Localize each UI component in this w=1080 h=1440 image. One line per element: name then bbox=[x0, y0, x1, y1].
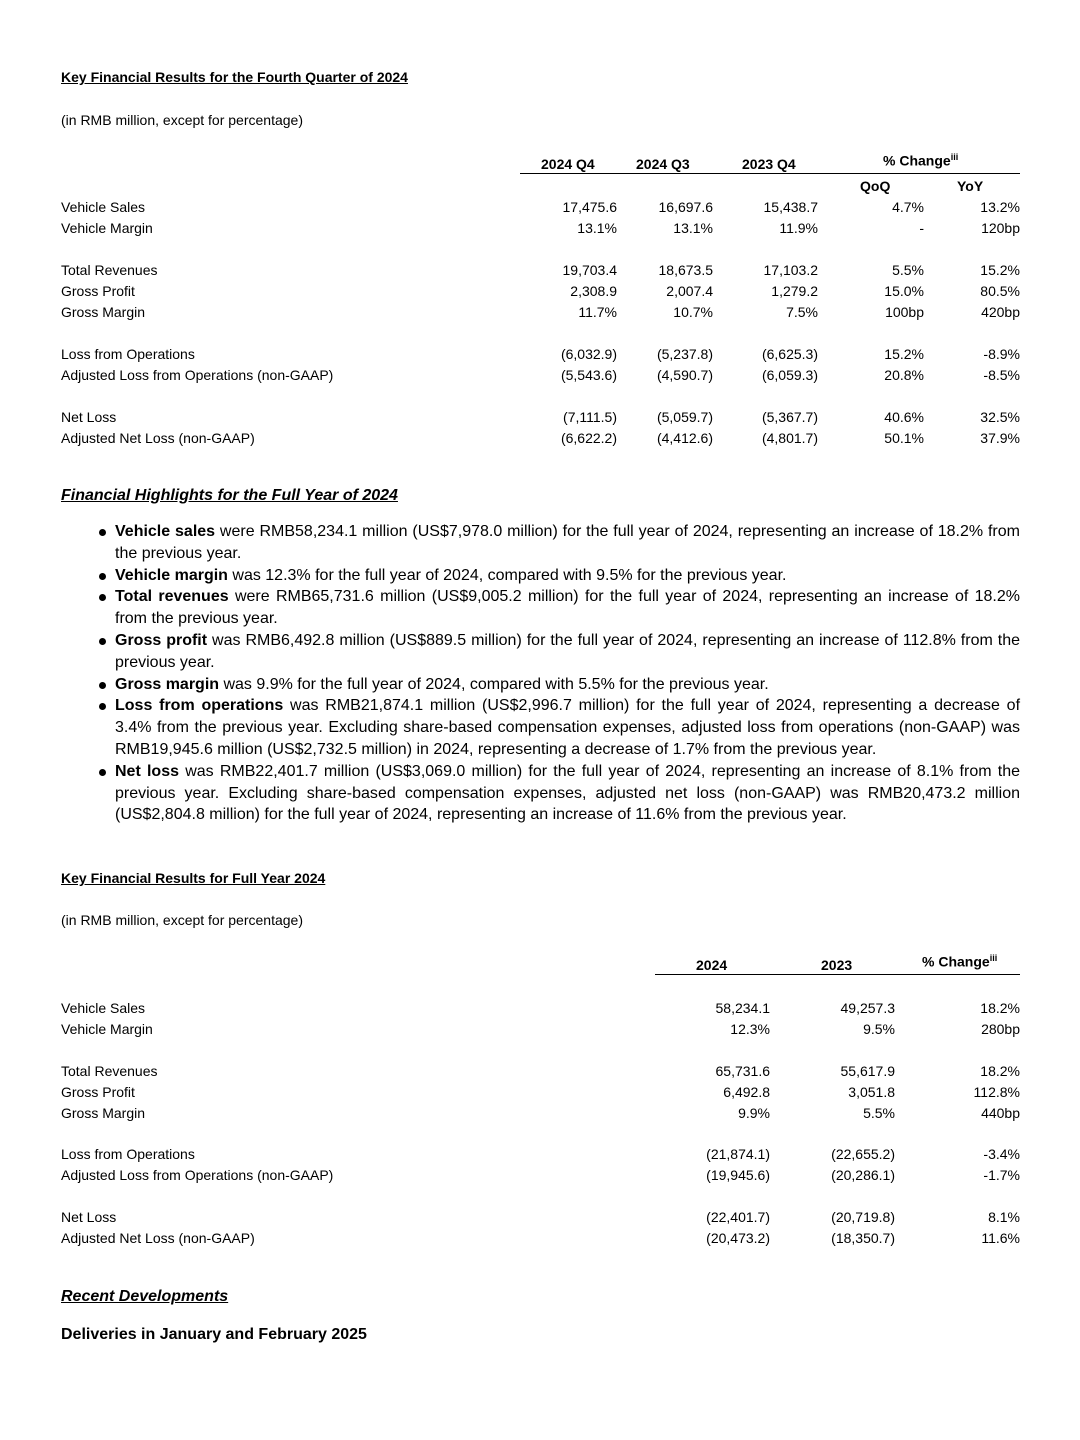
q4-cell-2023q4: 17,103.2 bbox=[763, 262, 818, 278]
q4-row-label: Total Revenues bbox=[61, 262, 158, 278]
q4-col-header-2023q4: 2023 Q4 bbox=[742, 156, 796, 172]
fy-cell-2024: 65,731.6 bbox=[715, 1063, 770, 1079]
highlight-item-text: was RMB22,401.7 million (US$3,069.0 million) for the full year of 2024, representing an increase of 8.1% from the previous year. Excluding share-based compensation expenses, adjusted net loss (non-GAAP) was RMB20,473.2 million (US$2,804.8 million) for the full year of 2024, representing an increase of 11.6% from the previous year. bbox=[115, 762, 1020, 824]
fy-cell-2024: 9.9% bbox=[738, 1105, 770, 1121]
highlight-item-text: was RMB21,874.1 million (US$2,996.7 million) for the full year of 2024, representing a decrease of 3.4% from the previous year. Excluding share-based compensation expenses, adjusted loss from operations (non-GAAP) was RMB19,945.6 million (US$2,732.5 million) in 2024, representing a decrease of 1.7% from the previous year. bbox=[115, 697, 1021, 758]
highlight-item-text: were RMB65,731.6 million (US$9,005.2 million) for the full year of 2024, representing an increase of 18.2% from the previous year. bbox=[115, 588, 1020, 628]
q4-row-label: Loss from Operations bbox=[61, 346, 195, 362]
q4-cell-2024q4: 17,475.6 bbox=[562, 199, 617, 215]
highlight-item bbox=[97, 586, 1020, 630]
highlight-item bbox=[97, 630, 1020, 674]
fy-cell-change: -1.7% bbox=[983, 1167, 1020, 1183]
q4-cell-2024q4: 13.1% bbox=[577, 220, 617, 236]
highlight-item-text: was RMB6,492.8 million (US$889.5 million) for the full year of 2024, representing an increase of 112.8% from the previous year. bbox=[115, 631, 1021, 671]
highlight-item bbox=[97, 565, 1020, 587]
highlight-item-text: was 12.3% for the full year of 2024, compared with 9.5% for the previous year. bbox=[227, 566, 787, 584]
q4-cell-2024q3: 2,007.4 bbox=[666, 283, 713, 299]
q4-cell-2023q4: 15,438.7 bbox=[763, 199, 818, 215]
highlight-item-term: Loss from operations bbox=[115, 697, 284, 715]
q4-cell-qoq: 15.0% bbox=[884, 283, 924, 299]
q4-cell-2023q4: (6,625.3) bbox=[761, 346, 818, 362]
fy-col-header-2024: 2024 bbox=[696, 957, 728, 973]
highlight-item-term: Gross profit bbox=[115, 631, 208, 649]
fy-unit-note: (in RMB million, except for percentage) bbox=[61, 912, 303, 928]
fy-cell-2023: 3,051.8 bbox=[848, 1084, 895, 1100]
q4-change-header: % Change$^{iii}$ bbox=[883, 152, 959, 169]
fy-cell-change: 18.2% bbox=[980, 1000, 1020, 1016]
recent-developments-heading: Recent Developments bbox=[61, 1288, 229, 1305]
q4-cell-2023q4: (5,367.7) bbox=[761, 409, 818, 425]
fy-row-label: Adjusted Net Loss (non-GAAP) bbox=[61, 1230, 255, 1246]
q4-row-label: Net Loss bbox=[61, 409, 117, 425]
q4-cell-2024q3: 18,673.5 bbox=[658, 262, 713, 278]
q4-cell-2023q4: 1,279.2 bbox=[771, 283, 818, 299]
fy-row-label: Loss from Operations bbox=[61, 1146, 195, 1162]
q4-row-label: Gross Profit bbox=[61, 283, 135, 299]
q4-cell-qoq: 100bp bbox=[885, 304, 924, 320]
q4-col-header-2024q3: 2024 Q3 bbox=[636, 156, 690, 172]
fy-cell-2023: (20,719.8) bbox=[831, 1209, 895, 1225]
fy-cell-2023: (20,286.1) bbox=[831, 1167, 895, 1183]
q4-cell-qoq: 15.2% bbox=[884, 346, 924, 362]
q4-cell-2023q4: (4,801.7) bbox=[761, 430, 818, 446]
fy-cell-2023: 5.5% bbox=[863, 1105, 895, 1121]
highlight-item-text: was 9.9% for the full year of 2024, compared with 5.5% for the previous year. bbox=[219, 675, 769, 693]
fy-row-label: Gross Profit bbox=[61, 1084, 135, 1100]
q4-cell-2024q4: (7,111.5) bbox=[563, 409, 617, 425]
highlight-item bbox=[97, 761, 1020, 826]
highlight-item-term: Net loss bbox=[115, 762, 180, 780]
fy-row-label: Vehicle Margin bbox=[61, 1021, 153, 1037]
q4-cell-qoq: 20.8% bbox=[884, 367, 924, 383]
fy-cell-change: -3.4% bbox=[983, 1146, 1020, 1162]
highlights-heading: Financial Highlights for the Full Year of 2024 bbox=[61, 487, 398, 504]
q4-table-title: Key Financial Results for the Fourth Quarter of 2024 bbox=[61, 69, 408, 85]
q4-row-label: Gross Margin bbox=[61, 304, 146, 320]
q4-cell-2024q4: (6,032.9) bbox=[560, 346, 617, 362]
q4-cell-2023q4: (6,059.3) bbox=[761, 367, 818, 383]
q4-row-label: Adjusted Net Loss (non-GAAP) bbox=[61, 430, 255, 446]
q4-cell-2024q3: (4,412.6) bbox=[656, 430, 713, 446]
highlights-list bbox=[97, 521, 1020, 826]
fy-row-label: Adjusted Loss from Operations (non-GAAP) bbox=[61, 1167, 334, 1183]
highlight-item-term: Total revenues bbox=[115, 588, 229, 606]
q4-cell-qoq: 4.7% bbox=[892, 199, 924, 215]
fy-row-label: Vehicle Sales bbox=[61, 1000, 146, 1016]
fy-cell-2023: 55,617.9 bbox=[840, 1063, 895, 1079]
q4-cell-2024q3: 13.1% bbox=[673, 220, 713, 236]
q4-cell-qoq: 40.6% bbox=[884, 409, 924, 425]
q4-cell-yoy: 420bp bbox=[981, 304, 1020, 320]
fy-table-title: Key Financial Results for Full Year 2024 bbox=[61, 870, 326, 886]
bullet-dot-icon bbox=[99, 529, 106, 536]
q4-subheader-yoy: YoY bbox=[957, 178, 984, 194]
highlight-item-term: Vehicle margin bbox=[115, 566, 228, 584]
fy-cell-2023: (22,655.2) bbox=[831, 1146, 895, 1162]
q4-cell-yoy: 15.2% bbox=[980, 262, 1020, 278]
highlight-item bbox=[97, 674, 1020, 696]
q4-cell-2024q4: 19,703.4 bbox=[562, 262, 617, 278]
highlight-item bbox=[97, 695, 1020, 760]
fy-cell-change: 11.6% bbox=[981, 1230, 1020, 1246]
q4-cell-2024q3: (5,237.8) bbox=[656, 346, 713, 362]
fy-row-label: Net Loss bbox=[61, 1209, 117, 1225]
q4-cell-2024q3: (5,059.7) bbox=[656, 409, 713, 425]
q4-col-header-2024q4: 2024 Q4 bbox=[541, 156, 595, 172]
q4-cell-2023q4: 11.9% bbox=[779, 220, 818, 236]
fy-cell-change: 8.1% bbox=[988, 1209, 1020, 1225]
q4-cell-2024q4: (6,622.2) bbox=[560, 430, 617, 446]
fy-cell-change: 280bp bbox=[981, 1021, 1020, 1037]
bullet-dot-icon bbox=[99, 638, 106, 645]
q4-cell-yoy: -8.9% bbox=[983, 346, 1020, 362]
fy-row-label: Gross Margin bbox=[61, 1105, 146, 1121]
fy-cell-2023: (18,350.7) bbox=[831, 1230, 895, 1246]
fy-cell-2024: 6,492.8 bbox=[723, 1084, 770, 1100]
q4-cell-qoq: 5.5% bbox=[892, 262, 924, 278]
q4-row-label: Vehicle Sales bbox=[61, 199, 146, 215]
fy-cell-2024: 12.3% bbox=[730, 1021, 770, 1037]
highlight-item-text: were RMB58,234.1 million (US$7,978.0 million) for the full year of 2024, representing an increase of 18.2% from the previous year. bbox=[115, 523, 1020, 562]
fy-cell-2024: (20,473.2) bbox=[706, 1230, 770, 1246]
fy-cell-change: 440bp bbox=[981, 1105, 1020, 1121]
q4-cell-2024q3: 10.7% bbox=[673, 304, 713, 320]
q4-cell-yoy: 120bp bbox=[981, 220, 1020, 236]
q4-cell-yoy: 80.5% bbox=[980, 283, 1020, 299]
q4-row-label: Adjusted Loss from Operations (non-GAAP) bbox=[61, 367, 334, 383]
fy-cell-2024: (22,401.7) bbox=[706, 1209, 770, 1225]
bullet-dot-icon bbox=[99, 573, 106, 580]
fy-header-rule bbox=[655, 974, 1020, 975]
q4-cell-qoq: - bbox=[919, 220, 924, 236]
bullet-dot-icon bbox=[99, 594, 106, 601]
q4-subheader-qoq: QoQ bbox=[860, 178, 891, 194]
q4-cell-yoy: 37.9% bbox=[980, 430, 1020, 446]
q4-cell-yoy: -8.5% bbox=[983, 367, 1020, 383]
q4-cell-qoq: 50.1% bbox=[884, 430, 924, 446]
q4-cell-yoy: 32.5% bbox=[980, 409, 1020, 425]
q4-cell-2023q4: 7.5% bbox=[786, 304, 818, 320]
fy-cell-2024: (21,874.1) bbox=[706, 1146, 770, 1162]
q4-unit-note: (in RMB million, except for percentage) bbox=[61, 112, 303, 128]
deliveries-subheading: Deliveries in January and February 2025 bbox=[61, 1326, 367, 1343]
fy-change-header: % Change$^{iii}$ bbox=[922, 953, 998, 970]
fy-cell-change: 112.8% bbox=[973, 1084, 1020, 1100]
q4-cell-2024q3: (4,590.7) bbox=[656, 367, 713, 383]
highlight-item-term: Gross margin bbox=[115, 675, 220, 693]
q4-cell-2024q4: 11.7% bbox=[578, 304, 617, 320]
bullet-dot-icon bbox=[99, 769, 106, 776]
fy-col-header-2023: 2023 bbox=[821, 957, 853, 973]
q4-cell-2024q3: 16,697.6 bbox=[658, 199, 713, 215]
q4-cell-2024q4: (5,543.6) bbox=[560, 367, 617, 383]
highlight-item-term: Vehicle sales bbox=[115, 523, 216, 540]
bullet-dot-icon bbox=[99, 682, 106, 689]
q4-header-rule bbox=[520, 173, 1020, 174]
fy-cell-change: 18.2% bbox=[980, 1063, 1020, 1079]
highlight-item bbox=[97, 521, 1020, 565]
q4-row-label: Vehicle Margin bbox=[61, 220, 153, 236]
fy-cell-2024: 58,234.1 bbox=[715, 1000, 770, 1016]
fy-cell-2023: 49,257.3 bbox=[840, 1000, 895, 1016]
fy-cell-2023: 9.5% bbox=[863, 1021, 895, 1037]
bullet-dot-icon bbox=[99, 703, 106, 710]
q4-cell-yoy: 13.2% bbox=[980, 199, 1020, 215]
fy-row-label: Total Revenues bbox=[61, 1063, 158, 1079]
q4-cell-2024q4: 2,308.9 bbox=[570, 283, 617, 299]
fy-cell-2024: (19,945.6) bbox=[706, 1167, 770, 1183]
